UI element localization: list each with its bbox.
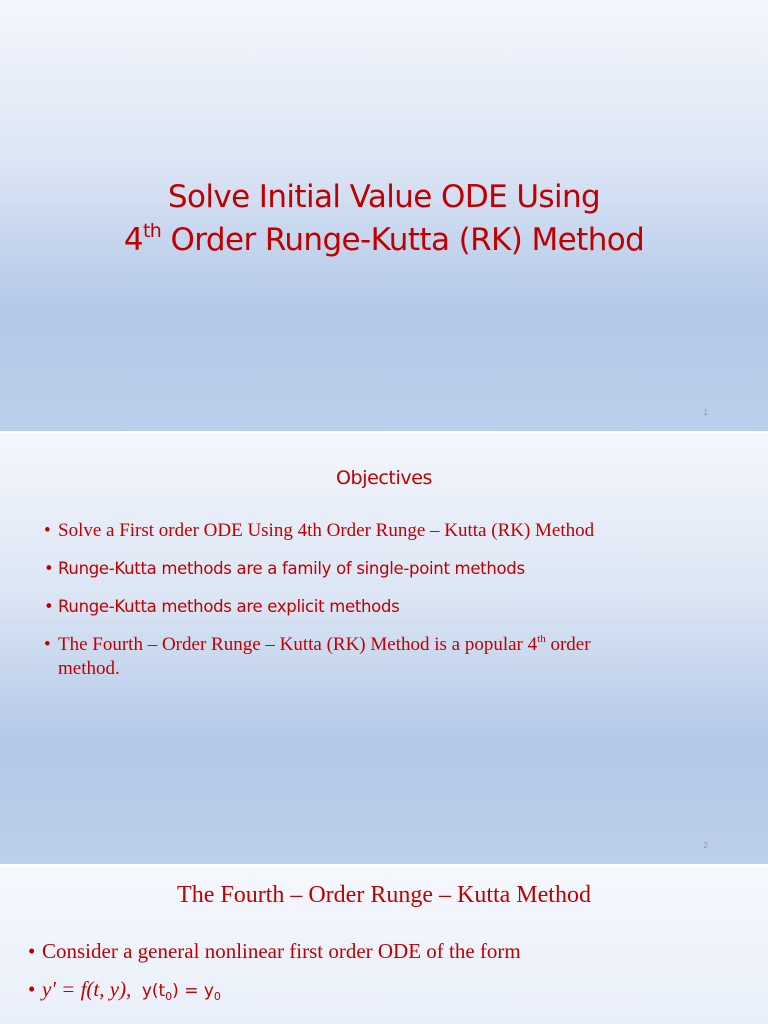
- bullet-4-superscript: th: [537, 633, 546, 645]
- page-number: 1: [703, 408, 708, 417]
- objectives-heading: Objectives: [336, 467, 432, 489]
- bullet-icon: •: [28, 977, 36, 1001]
- bullet-4-after: order: [545, 634, 591, 655]
- ode-equation: y′ = f(t, y),: [42, 977, 132, 1001]
- list-item: [44, 633, 708, 681]
- initial-condition: [142, 981, 221, 1001]
- list-item-text: Runge-Kutta methods are a family of single-point methods: [58, 559, 525, 578]
- method-heading: The Fourth – Order Runge – Kutta Method: [177, 882, 591, 908]
- page-number: 2: [703, 841, 708, 850]
- list-item: [28, 938, 728, 964]
- slide-3: [0, 866, 768, 1024]
- list-item-text: Runge-Kutta methods are explicit methods: [58, 597, 400, 616]
- bullet-4-text: The Fourth – Order Runge – Kutta (RK) Method is a popular 4: [58, 634, 538, 655]
- title-line-2: [0, 219, 768, 262]
- initial-condition-y-subscript: 0: [213, 990, 221, 1003]
- bullet-icon: •: [44, 634, 51, 655]
- bullet-icon: •: [28, 939, 36, 963]
- list-item: [44, 519, 708, 543]
- initial-condition-left: y(t: [141, 981, 166, 1001]
- title-ordinal-number: 4: [123, 222, 143, 258]
- initial-condition-t-subscript: 0: [165, 990, 173, 1003]
- list-item-text: [58, 634, 591, 679]
- list-item-text: Solve a First order ODE Using 4th Order Runge – Kutta (RK) Method: [58, 520, 595, 541]
- bullet-icon: •: [44, 559, 54, 578]
- bullet-icon: •: [44, 597, 54, 616]
- list-item-text: Consider a general nonlinear first order ODE of the form: [42, 939, 521, 963]
- list-item: [44, 557, 708, 581]
- initial-condition-right: ) = y: [172, 981, 214, 1001]
- slide-1: [0, 0, 768, 431]
- title-ordinal-suffix: th: [142, 220, 162, 242]
- slide-2: [0, 433, 768, 864]
- objectives-list: [44, 519, 708, 695]
- bullet-4-line-2: method.: [58, 658, 120, 679]
- title-method-name: Order Runge-Kutta (RK) Method: [161, 222, 645, 258]
- list-item: [28, 976, 728, 1004]
- list-item: [44, 595, 708, 619]
- bullet-icon: •: [44, 520, 51, 541]
- slide-1-title: [0, 176, 768, 262]
- title-line-1: Solve Initial Value ODE Using: [167, 179, 601, 215]
- method-list: [28, 938, 728, 1016]
